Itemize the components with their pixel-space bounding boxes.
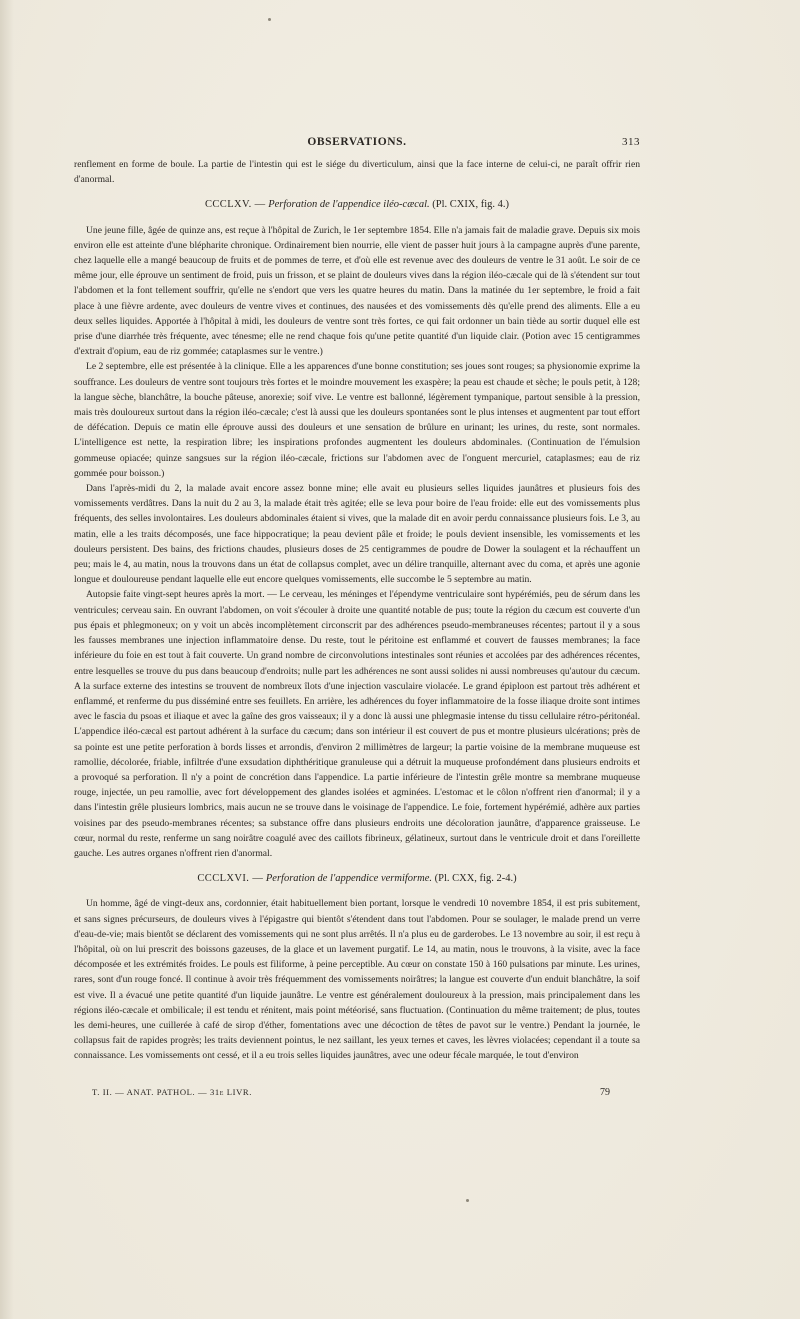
case-number: CCCLXV. — — [204, 199, 266, 211]
plate-reference: (Pl. CXIX, fig. 4.) — [432, 199, 509, 211]
page-gutter-shadow — [0, 0, 14, 1319]
paper-speck — [466, 1199, 469, 1202]
page-number: 313 — [622, 136, 640, 148]
intro-paragraph: renflement en forme de boule. La partie de l'intestin qui est le siége du diverticulum, ainsi que la face interne de celui-ci, ne paraît offrir rien d'anormal. — [74, 159, 640, 186]
running-title: OBSERVATIONS. — [307, 136, 407, 148]
case-paragraph: Un homme, âgé de vingt-deux ans, cordonnier, était habituellement bien portant, lorsque le vendredi 10 novembre 1854, il est pris subitement, et sans signes précurseurs, de douleurs vives à l'épigastre qui bientôt s'étendent dans tout l'abdomen. Pour se soulager, le malade prend un verre d'eau-de-vie; mais bientôt se déclarent des vomissements qui ne sont plus arrêtés. Il n'a plus eu de garderobes. Le 13 novembre au soir, il est reçu à l'hôpital, où on lui prescrit des boissons gazeuses, de la glace et un lavement purgatif. Le 14, au matin, nous le trouvons, à la visite, avec la face décomposée et les extrémités froides. Le pouls est filiforme, à peine perceptible. Au cœur on constate 150 à 160 pulsations par minute. Les urines, rares, sont d'un rouge foncé. Il continue à avoir très fréquemment des vomissements noirâtres; la langue est couverte d'un enduit blanchâtre, la soif est vive. Il a évacué une petite quantité d'un liquide jaunâtre. Le ventre est généralement douloureux à la pression, mais principalement dans les régions iléo-cæcale et ombilicale; il est tendu et rénitent, mais point météorisé, sans fluctuation. (Continuation du même traitement; de plus, toutes les demi-heures, une cuillerée à café de sirop d'éther, fomentations avec une décoction de têtes de pavot sur le ventre.) Pendant la journée, le collapsus fait de rapides progrès; les traits deviennent pointus, le nez saillant, les yeux ternes et caves, les lèvres violacées; cependant il a toute sa connaissance. Les vomissements ont cessé, et il a eu trois selles liquides jaunâtres, avec une odeur fécale marquée, le tout d'environ — [74, 898, 640, 1062]
autopsy-paragraph: Autopsie faite vingt-sept heures après la mort. — Le cerveau, les méninges et l'épendyme ventriculaire sont hypérémiés, peu de sérum dans les ventricules; cerveau sain. En ouvrant l'abdomen, on voit s'écouler à droite une quantité notable de pus; toute la région du cæcum est couverte d'un pus épais et phlegmoneux; on y voit un abcès incomplètement circonscrit par des adhérences pseudo-membraneuses récentes; partout il y a sous les fausses membranes une injection inflammatoire dense. Du reste, tout le péritoine est enflammé et couvert de fausses membranes; la face inférieure du foie en est tout à fait couverte. Un grand nombre de circonvolutions intestinales sont réunies et accolées par des adhérences récentes, entre lesquelles se trouve du pus dans beaucoup d'endroits; nulle part les adhérences ne sont aussi solides ni aussi nombreuses qu'autour du cæcum. A la surface externe des intestins se trouvent de nombreux îlots d'une injection vasculaire violacée. Le grand épiploon est partout très adhérent et enflammé, et renferme du pus disséminé entre ses feuillets. En arrière, les adhérences du foyer inflammatoire de la fosse iliaque droite sont intimes avec le fascia du psoas et iliaque et avec la gaîne des gros vaisseaux; il y a donc là aussi une phlegmasie intense du tissu cellulaire rétro-péritonéal. L'appendice iléo-cæcal est partout adhérent à la surface du cæcum; dans son intérieur il est couvert de pus et montre plusieurs ulcérations; près de sa pointe est une petite perforation à bords lisses et arrondis, d'environ 2 millimètres de largeur; la partie voisine de la membrane muqueuse est ramollie, décolorée, friable, infiltrée d'une exsudation diphthéritique granuleuse qui a détruit la muqueuse profondément dans plusieurs endroits et a provoqué sa perforation. Il n'y a point de concrétion dans l'appendice. La partie inférieure de l'intestin grêle montre sa membrane muqueuse rouge, injectée, un peu ramollie, avec fort développement des glandes isolées et agminées. L'estomac et le côlon n'offrent rien d'anormal; il y a dans l'intestin grêle plusieurs lombrics, mais aucun ne se trouve dans le voisinage de l'appendice. Le foie, fortement hypérémié, adhère aux parties voisines par des pseudo-membranes récentes; sa substance offre dans plusieurs endroits une décoloration jaunâtre, d'apparence graisseuse. Le cœur, normal du reste, renferme un sang noirâtre coagulé avec des caillots fibrineux, gélatineux, surtout dans le ventricule droit et dans l'oreillette gauche. Les autres organes n'offrent rien d'anormal. — [74, 589, 640, 859]
page-header — [74, 136, 640, 152]
body-text — [74, 157, 640, 1064]
paper-speck — [268, 18, 271, 21]
sheet-number: 79 — [600, 1087, 610, 1098]
case-number: CCCLXVI. — — [197, 873, 264, 885]
case-heading-365 — [74, 197, 640, 212]
case-paragraph: Dans l'après-midi du 2, la malade avait encore assez bonne mine; elle avait eu plusieurs selles liquides jaunâtres et plusieurs fois des vomissements verdâtres. Dans la nuit du 2 au 3, la malade était très agitée; elle se leva pour boire de l'eau froide: elle eut des vomissements plus fréquents, des selles involontaires. Les douleurs abdominales étaient si vives, que la malade dit en avoir perdu connaissance plusieurs fois. Le 3, au matin, elle a les traits décomposés, une face hippocratique; la peau devient pâle et froide; le pouls devient insensible, les vomissements et les douleurs persistent. Des bains, des frictions chaudes, plusieurs doses de 25 centigrammes de poudre de Dower la soulagent et la réchauffent un peu; mais le 4, au matin, nous la trouvons dans un état de collapsus complet, avec un délire tranquille, alternant avec du coma, et après une agonie longue et douloureuse pendant laquelle elle eut encore quelques vomissements, elle succombe le 5 septembre au matin. — [74, 483, 640, 586]
case-title: Perforation de l'appendice vermiforme. — [265, 873, 432, 885]
page-footer — [92, 1087, 610, 1101]
case-paragraph: Une jeune fille, âgée de quinze ans, est reçue à l'hôpital de Zurich, le 1er septembre 1854. Elle n'a jamais fait de maladie grave. Depuis six mois environ elle est atteinte d'une blépharite chronique. Ordinairement bien nourrie, elle vient de passer huit jours à la campagne auprès d'une parente, chez laquelle elle a mangé beaucoup de fruits et de pommes de terre, et d'où elle est revenue avec des douleurs de ventre le 31 août. Le soir de ce même jour, elle éprouve un sentiment de froid, puis un frisson, et se plaint de douleurs vives dans la région iléo-cæcale qui de là s'étendent sur tout l'abdomen et la font tellement souffrir, qu'elle ne s'endort que vers les quatre heures du matin. Dans la matinée du 1er septembre, le froid a fait place à une fièvre ardente, avec douleurs de ventre vives et continues, des nausées et des vomissements dès qu'elle prend des aliments. Elle a eu deux selles liquides. Apportée à l'hôpital à midi, les douleurs de ventre sont très fortes, ce qui fait ordonner un bain tiède au sortir duquel elle est prise d'une diarrhée très fréquente, avec ténesme; elle ne rend chaque fois qu'une petite quantité d'un liquide clair. (Potion avec 15 centigrammes d'extrait d'opium, eau de riz gommée; cataplasmes sur le ventre.) — [74, 224, 640, 358]
plate-reference: (Pl. CXX, fig. 2-4.) — [434, 873, 517, 885]
signature-mark: T. II. — ANAT. PATHOL. — 31e LIVR. — [92, 1087, 252, 1097]
case-heading-366 — [74, 871, 640, 886]
case-title: Perforation de l'appendice iléo-cæcal. — [268, 199, 430, 211]
case-paragraph: Le 2 septembre, elle est présentée à la clinique. Elle a les apparences d'une bonne constitution; ses joues sont rouges; sa physionomie exprime la souffrance. Les douleurs de ventre sont toujours très fortes et le moindre mouvement les exaspère; la peau est chaude et sèche; le pouls petit, à 128; la langue sèche, blanchâtre, la bouche pâteuse, anorexie; soif vive. Le ventre est ballonné, légèrement tympanique, partout sensible à la pression, mais très douloureux surtout dans la région iléo-cæcale; c'est là aussi que les douleurs spontanées sont le plus intenses et augmentent par tout effort de défécation. Depuis ce matin elle éprouve aussi des douleurs et une sensation de brûlure en urinant; les urines, du reste, sont normales. L'intelligence est nette, la respiration libre; les inspirations profondes augmentent les douleurs abdominales. (Continuation de l'émulsion gommeuse opiacée; quinze sangsues sur la région iléo-cæcale, frictions sur l'abdomen avec de l'onguent mercuriel, cataplasmes; eau de riz gommée pour boisson.) — [74, 361, 641, 479]
